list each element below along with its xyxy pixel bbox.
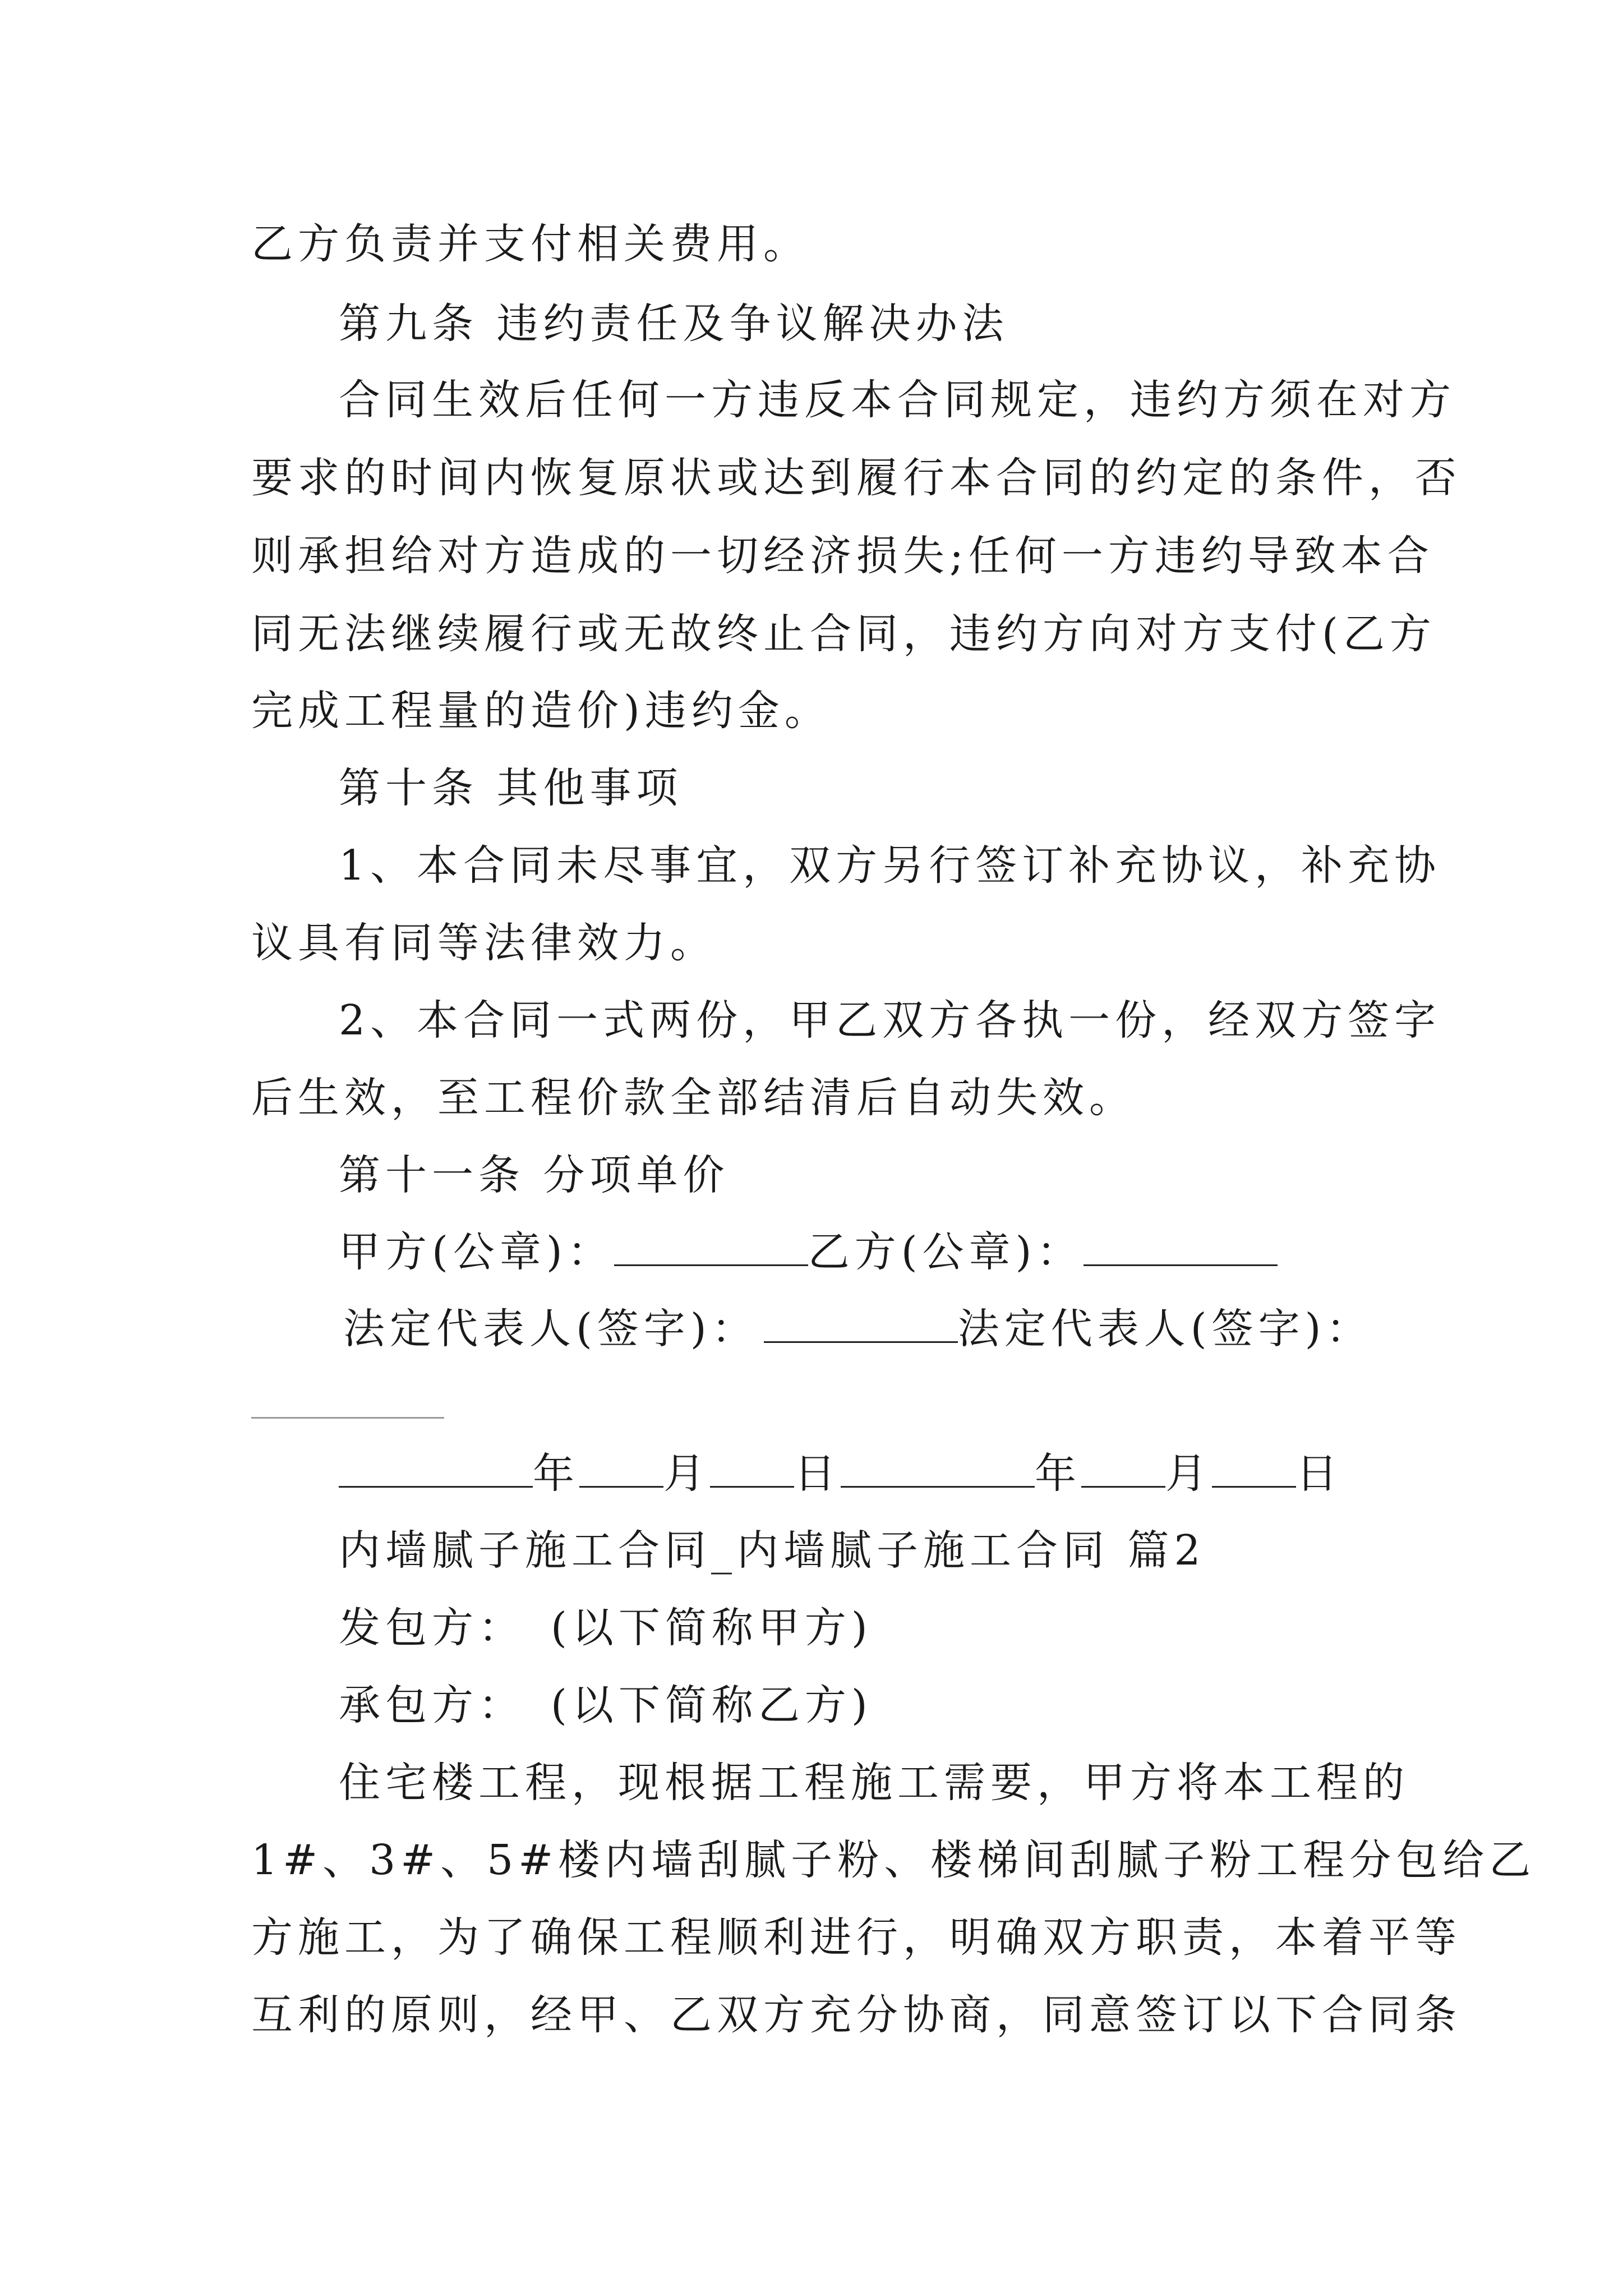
day-b-label: 日 bbox=[1296, 1450, 1343, 1498]
paragraph-line: 后生效，至工程价款全部结清后自动失效。 bbox=[251, 1074, 1136, 1122]
day-a-blank bbox=[710, 1485, 794, 1488]
month-a-label: 月 bbox=[663, 1450, 710, 1498]
year-b-blank bbox=[841, 1485, 1035, 1488]
paragraph-line: 合同生效后任何一方违反本合同规定，违约方须在对方 bbox=[339, 376, 1456, 424]
paragraph-line: 方施工，为了确保工程顺利进行，明确双方职责，本着平等 bbox=[251, 1913, 1461, 1962]
legal-rep-b-label: 法定代表人(签字)： bbox=[957, 1305, 1373, 1353]
year-a-blank bbox=[339, 1485, 533, 1488]
party-b-seal-label: 乙方(公章)： bbox=[808, 1228, 1083, 1276]
paragraph-line: 2、本合同一式两份，甲乙双方各执一份，经双方签字 bbox=[339, 996, 1441, 1045]
party-a-seal-blank bbox=[614, 1264, 808, 1266]
paragraph-line: 则承担给对方造成的一切经济损失;任何一方违约导致本合 bbox=[251, 532, 1434, 580]
date-line bbox=[339, 1450, 1343, 1498]
paragraph-line: 1#、3#、5#楼内墙刮腻子粉、楼梯间刮腻子粉工程分包给乙 bbox=[251, 1836, 1536, 1884]
paragraph-line: 乙方负责并支付相关费用。 bbox=[251, 220, 810, 268]
paragraph-line: 住宅楼工程，现根据工程施工需要，甲方将本工程的 bbox=[339, 1759, 1409, 1807]
section-2-title: 内墙腻子施工合同_内墙腻子施工合同 篇2 bbox=[339, 1526, 1206, 1575]
paragraph-line: 议具有同等法律效力。 bbox=[251, 919, 717, 967]
year-b-label: 年 bbox=[1035, 1450, 1081, 1498]
article-9-heading: 第九条 违约责任及争议解决办法 bbox=[339, 300, 1009, 348]
month-b-blank bbox=[1081, 1485, 1165, 1488]
legal-rep-a-label: 法定代表人(签字)： bbox=[343, 1305, 758, 1353]
month-a-blank bbox=[579, 1485, 663, 1488]
day-b-blank bbox=[1212, 1485, 1296, 1488]
legal-rep-a-blank bbox=[764, 1341, 958, 1343]
legal-rep-line bbox=[343, 1305, 1373, 1353]
month-b-label: 月 bbox=[1165, 1450, 1212, 1498]
party-a-seal-label: 甲方(公章)： bbox=[339, 1228, 614, 1276]
contractor-issuer-line: 发包方： (以下简称甲方) bbox=[339, 1604, 873, 1652]
paragraph-line: 同无法继续履行或无故终止合同，违约方向对方支付(乙方 bbox=[251, 610, 1436, 658]
party-b-seal-blank bbox=[1083, 1264, 1278, 1266]
contractor-receiver-line: 承包方： (以下简称乙方) bbox=[339, 1681, 873, 1729]
day-a-label: 日 bbox=[794, 1450, 841, 1498]
paragraph-line: 1、本合同未尽事宜，双方另行签订补充协议，补充协 bbox=[339, 841, 1441, 890]
year-a-label: 年 bbox=[533, 1450, 579, 1498]
paragraph-line: 互利的原则，经甲、乙双方充分协商，同意签订以下合同条 bbox=[251, 1991, 1461, 2039]
article-10-heading: 第十条 其他事项 bbox=[339, 764, 683, 812]
legal-rep-b-blank bbox=[251, 1416, 444, 1419]
paragraph-line: 要求的时间内恢复原状或达到履行本合同的约定的条件，否 bbox=[251, 454, 1461, 502]
paragraph-line: 完成工程量的造价)违约金。 bbox=[251, 687, 831, 735]
article-11-heading: 第十一条 分项单价 bbox=[339, 1151, 730, 1199]
seal-line bbox=[339, 1228, 1278, 1276]
